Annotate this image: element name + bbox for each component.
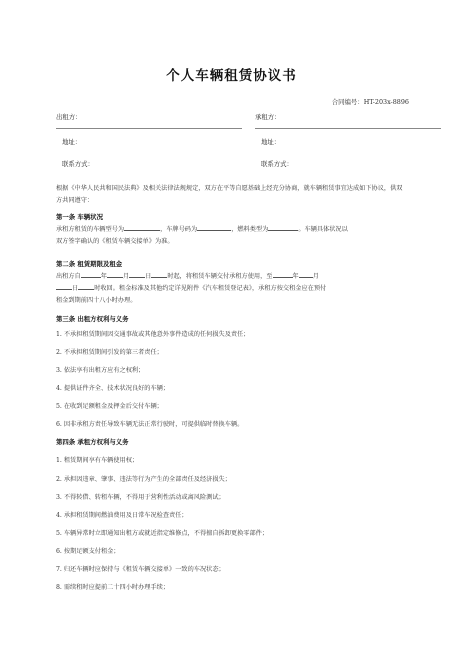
year-label-2: 年 [292, 273, 299, 280]
lessee-name-line [255, 128, 441, 129]
month-label-1: 月 [122, 273, 130, 280]
article-3-title: 第三条 出租方权利与义务 [56, 315, 129, 323]
lessee-item: 2. 承担因违章、肇事、违法等行为产生的全部责任及经济损失； [56, 476, 231, 483]
month-label-2: 月 [312, 273, 319, 280]
article-1-text-b: ，车牌号码为 [160, 226, 198, 233]
lessor-item: 3. 依法享有出租方应有之权利； [56, 367, 145, 374]
lessee-item: 7. 归还车辆时应保持与《租赁车辆交接单》一致的车况状态； [56, 566, 225, 573]
end-hour-blank [78, 283, 94, 290]
article-1-title: 第一条 车辆状况 [56, 213, 103, 221]
start-hour-blank [151, 271, 167, 278]
lessor-item: 1. 不承担租赁期间因交通事故或其他意外事件造成的任何损失及责任； [56, 331, 250, 338]
article-2-body [56, 271, 408, 307]
plate-number-blank [197, 224, 231, 231]
article-2-until: 时起，将租赁车辆交付承租方使用，至 [167, 273, 273, 280]
lessee-item: 5. 车辆异常时立即通知出租方或就近指定维修点，不得擅自拆卸更换零部件； [56, 530, 269, 537]
lessee-label: 承租方： [255, 113, 281, 121]
article-1-body [56, 224, 408, 248]
end-month-blank [299, 271, 313, 278]
lessee-item: 6. 按期足额支付租金； [56, 548, 120, 555]
day-label-1: 日 [145, 273, 152, 280]
start-year-blank [81, 271, 101, 278]
lessor-item: 5. 在收到足额租金及押金后交付车辆； [56, 403, 163, 410]
article-2-title: 第二条 租赁期限及租金 [56, 260, 123, 268]
start-day-blank [129, 271, 145, 278]
lessor-item: 4. 提供证件齐全、技术状况良好的车辆； [56, 385, 170, 392]
lessee-contact-label: 联系方式： [261, 160, 293, 168]
article-4-title: 第四条 承租方权利与义务 [56, 438, 129, 446]
year-label-1: 年 [100, 273, 107, 280]
lessor-item: 2. 不承担租赁期间引发的第三者责任； [56, 349, 163, 356]
start-month-blank [107, 271, 123, 278]
lessor-item: 6. 因非承租方责任导致车辆无法正常行驶时，可提供临时替换车辆。 [56, 421, 244, 428]
lessee-address-label: 地址： [261, 138, 281, 146]
lessor-name-line [56, 128, 242, 129]
fuel-type-blank [268, 224, 298, 231]
end-year-blank [273, 271, 293, 278]
lessor-block [56, 110, 242, 170]
lessee-item: 1. 租赁期间享有车辆使用权； [56, 457, 139, 464]
lessee-item: 8. 需续租时应提前二十四小时办理手续； [56, 584, 170, 591]
lessee-item: 4. 承担租赁期间燃油费用及日常车况检查责任； [56, 512, 188, 519]
lessee-item: 3. 不得转借、转租车辆，不得用于营利性活动或离风险测试； [56, 494, 225, 501]
article-1-text-a: 承租方租赁的车辆型号为 [56, 226, 125, 233]
article-2-terms: 时收回。租金标准及其他约定详见附件《汽车租赁登记表》，承租方按交租金应在预付 [94, 285, 327, 292]
article-1-text-d: 。车辆具体状况以 [298, 226, 348, 233]
article-2-from: 出租方自 [56, 273, 81, 280]
vehicle-model-blank [124, 224, 160, 231]
day-label-2: 日 [72, 285, 79, 292]
document-title: 个人车辆租赁协议书 [166, 68, 297, 84]
lessor-label: 出租方： [56, 113, 82, 121]
article-1-text-e: 双方签字确认的《租赁车辆交接单》为准。 [56, 238, 174, 245]
contract-number: 合同编号：HT-203x-8896 [331, 98, 409, 106]
intro-paragraph: 根据《中华人民共和国民法典》及相关法律法规规定，双方在平等自愿基础上经充分协商，就车辆租赁事宜达成如下协议，供双方共同遵守： [56, 185, 403, 204]
lessee-block [255, 110, 441, 170]
end-day-blank [56, 283, 72, 290]
article-2-line3: 租金到期前四十八小时办理。 [56, 297, 137, 304]
lessor-contact-label: 联系方式： [62, 160, 94, 168]
lessor-address-label: 地址： [62, 138, 82, 146]
article-1-text-c: ，燃料类型为 [231, 226, 269, 233]
